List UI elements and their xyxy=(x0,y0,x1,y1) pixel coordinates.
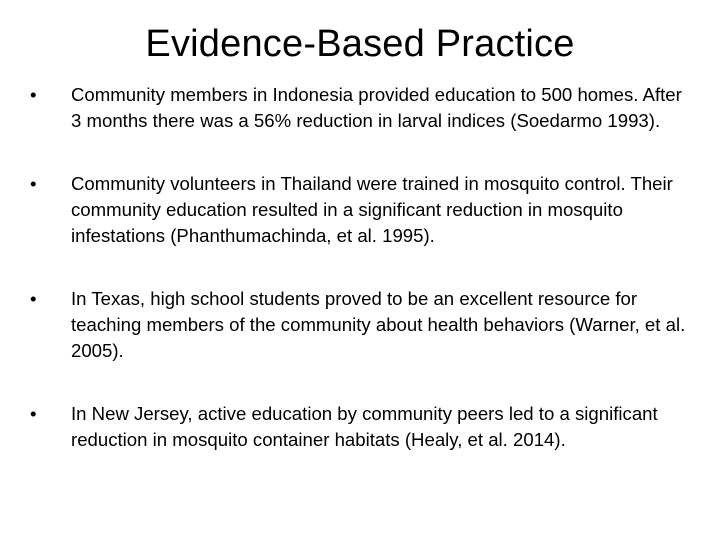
bullet-marker: • xyxy=(30,84,37,105)
bullet-marker: • xyxy=(30,288,37,309)
bullet-item xyxy=(30,82,695,134)
slide-title: Evidence-Based Practice xyxy=(145,23,575,65)
bullet-marker: • xyxy=(30,173,37,194)
bullet-marker: • xyxy=(30,403,37,424)
bullet-text: Community volunteers in Thailand were trained in mosquito control. Their community education resulted in a significant reduction in mosquito infestations (Phanthumachinda, et al. 1995). xyxy=(71,173,673,246)
bullet-item xyxy=(30,171,695,249)
bullet-list xyxy=(30,82,695,490)
bullet-text: In Texas, high school students proved to be an excellent resource for teaching members of the community about health behaviors (Warner, et al. 2005). xyxy=(71,288,686,361)
bullet-item xyxy=(30,401,695,453)
bullet-text: In New Jersey, active education by community peers led to a significant reduction in mosquito container habitats (Healy, et al. 2014). xyxy=(71,403,658,450)
bullet-item xyxy=(30,286,695,364)
bullet-text: Community members in Indonesia provided education to 500 homes. After 3 months there was a 56% reduction in larval indices (Soedarmo 1993). xyxy=(71,84,682,131)
